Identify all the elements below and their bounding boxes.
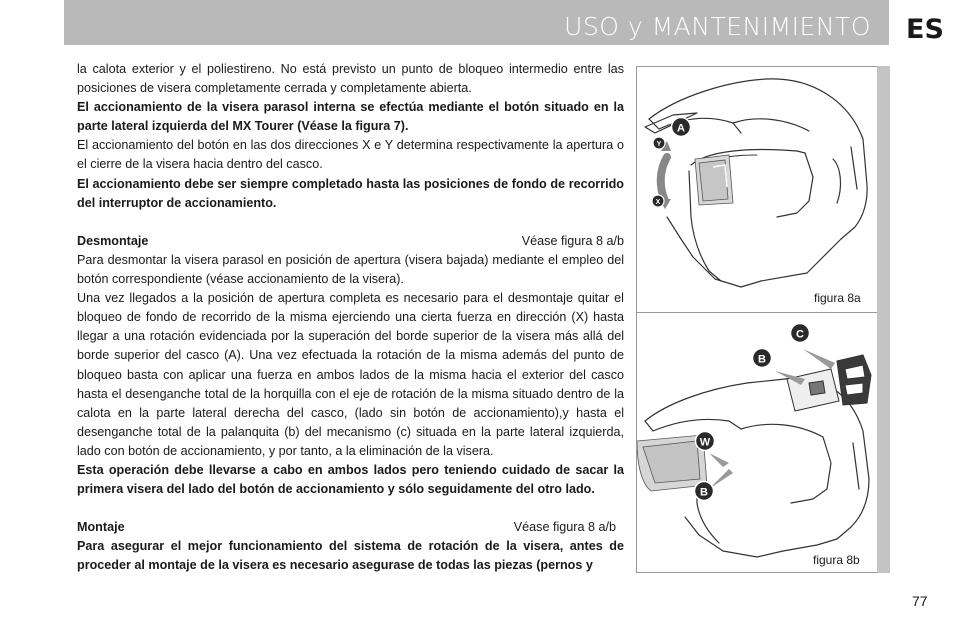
section-title: USO y MANTENIMIENTO	[564, 12, 871, 41]
helmet-illustration-8a	[637, 67, 877, 312]
section-montaje-header	[77, 518, 624, 537]
marker-w-label: W	[699, 436, 711, 449]
paragraph-6: Una vez llegados a la posición de apertura completa es necesario para el desmontaje quitar el bloqueo de fondo de recorrido de la misma ejerciendo una cierta fuerza en dirección (X) hasta llegar a una rotación evidenciada por la superación del borde superior de la visera más allá del borde superior del casco (A). Una vez efectuada la rotación de la misma además del punto de bloqueo basta con aplicar una fuerza en ambos lados de la misma hacia el exterior del casco hasta el desenganche total de la horquilla con el eje de rotación de la misma situado dentro de la calota en la parte lateral derecha del casco, (lado sin botón de accionamiento),y hasta el desenganche total de la palanquita (b) del mecanismo (c) situada en la parte lateral izquierda, lado con botón de accionamiento, y por tanto, a la eliminación de la visera.	[77, 291, 624, 458]
figure-caption-8a: figura 8a	[814, 291, 861, 305]
marker-y-label: Y	[656, 141, 662, 148]
section-heading-montaje: Montaje	[77, 520, 125, 535]
marker-b-top-label: B	[758, 353, 766, 366]
marker-b-bottom-label: B	[700, 486, 708, 499]
paragraph-5: Para desmontar la visera parasol en posición de apertura (visera bajada) mediante el empleo del botón correspondiente (véase accionamiento de la visera).	[77, 252, 624, 287]
figure-side-stripe	[877, 66, 890, 573]
marker-c-label: C	[796, 328, 804, 341]
paragraph-8: Para asegurar el mejor funcionamiento del sistema de rotación de la visera, antes de proceder al montaje de la visera es necesario asegurase de todas las piezas (pernos y	[77, 539, 624, 573]
paragraph-4: El accionamiento debe ser siempre completado hasta las posiciones de fondo de recorrido del interruptor de accionamiento.	[77, 176, 624, 210]
callout-markers-8a	[652, 118, 691, 208]
body-text-column	[77, 60, 624, 576]
helmet-illustration-8b	[637, 313, 877, 572]
paragraph-2: El accionamiento de la visera parasol interna se efectúa mediante el botón situado en la parte lateral izquierda del MX Tourer (Véase la figura 7).	[77, 100, 624, 134]
marker-a-label: A	[677, 122, 685, 135]
figure-caption-8b: figura 8b	[813, 553, 860, 567]
marker-x-label: X	[655, 199, 661, 206]
section-heading-desmontaje: Desmontaje	[77, 233, 149, 248]
language-code: ES	[906, 14, 944, 45]
paragraph-7: Esta operación debe llevarse a cabo en ambos lados pero teniendo cuidado de sacar la primera visera del lado del botón de accionamiento y sólo seguidamente del otro lado.	[77, 462, 624, 497]
header-bar	[64, 0, 889, 45]
callout-markers-8b	[695, 324, 810, 501]
page-number: 77	[912, 593, 928, 609]
paragraph-1: la calota exterior y el poliestireno. No está previsto un punto de bloqueo intermedio entre las posiciones de visera completamente cerrada y completamente abierta.	[77, 62, 624, 96]
paragraph-3: El accionamiento del botón en las dos direcciones X e Y determina respectivamente la apertura o el cierre de la visera hacia dentro del casco.	[77, 138, 624, 172]
figure-reference: Véase figura 8 a/b	[513, 520, 616, 535]
section-desmontaje-header	[77, 232, 624, 251]
figure-reference: Véase figura 8 a/b	[521, 233, 624, 248]
